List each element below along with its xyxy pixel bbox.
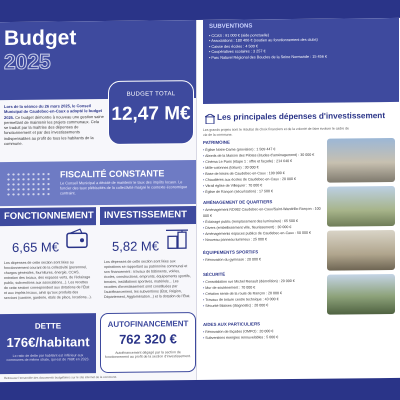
wallet-icon (64, 227, 90, 251)
autofinancement-box (100, 312, 196, 373)
left-page (0, 20, 196, 382)
intro-body: Ce budget démontre à nouveau une gestion saine permettant de maintenir les projets communaux. Cela se traduit par la maîtrise des dépenses de fonctionnement et par des investissements indispensables au profit de tous les habitants de la commune. (4, 113, 104, 147)
section-title-patrimoine: PATRIMOINE (203, 139, 230, 145)
fiscalite-text: Le Conseil Municipal a décidé de maintenir le taux des impôts locaux. Le foncier des taux plébiscités de la collectivité malgré le contexte économique contraint. (60, 180, 188, 196)
building-photo (327, 230, 395, 271)
list-item: • Caisse des écoles : 4 500 € (209, 43, 389, 50)
section-title-amenagement: AMÉNAGEMENT DE QUARTIERS (203, 199, 273, 205)
list-item: • Mille-colonnes (toiture) : 30 000 € (203, 164, 321, 171)
investissement-title: INVESTISSEMENT (100, 206, 196, 225)
list-item: • Sécurité falaises (diagnostic) : 28 000 € (203, 302, 321, 309)
list-item: • Aménagement RD982 Caudebec-en-Caux/Saint-Wandrille-Rançon : 100 000 € (203, 206, 321, 219)
list-item: • CCAS : 91 000 € (aide ponctuelle) (209, 32, 389, 39)
fonctionnement-title: FONCTIONNEMENT (0, 207, 96, 226)
list-item: • Divers (embellissement ville, fleurissement) : 30 000 € (203, 224, 321, 231)
investissement-column (100, 206, 196, 300)
list-item: • Coopératives scolaires : 3 257 € (209, 48, 389, 55)
list-item: • Parc Naturel Régional des Boucles de la Seine Normande : 15 456 € (209, 54, 389, 61)
list-item: • Nouveau panneau lumineux : 25 000 € (203, 236, 321, 243)
fonctionnement-text: Les dépenses de cette section sont liées au fonctionnement courant de la collectivité (personnel, charges générales, fournitures, énergie, CCAS, entretien des locaux, des espaces verts, de l'éclairage public, subventions aux associations...). Les recettes de cette section correspondent aux dotations de l'État et aux impôts locaux, ainsi qu'aux produits des services (cantine, garderie, étals de place, locations...). (4, 260, 92, 301)
page-year: 2025 (4, 50, 51, 75)
autofinancement-sub: Autofinancement dégagé par la section de fonctionnement au profit de la section d'investissement. (105, 350, 191, 359)
fonctionnement-amount: 6,65 M€ (12, 239, 59, 255)
subventions-list (209, 32, 389, 61)
list-item: • Travaux de toiture centre technique : 43 000 € (203, 296, 321, 303)
list-item: • Associations : 180 406 € (soutien au fonctionnement des clubs) (209, 37, 389, 44)
patrimoine-list (203, 146, 321, 195)
autofinancement-value: 762 320 € (119, 331, 177, 347)
budget-total-value: 12,47 M€ (111, 103, 191, 125)
list-item: • Vitrail église de Villequier : 70 000 € (203, 182, 321, 189)
list-item: • Création sente de la route de Rançon : 20 000 € (203, 290, 321, 297)
investissement-amount: 5,82 M€ (112, 238, 159, 254)
section-title-equipements: ÉQUIPEMENTS SPORTIFS (203, 249, 259, 255)
crane-building-icon (164, 226, 190, 250)
autofinancement-label: AUTOFINANCEMENT (107, 319, 189, 329)
church-photo (327, 138, 395, 183)
dot-pattern (6, 172, 50, 198)
list-item: • Église Notre-Dame (provision) : 1 509 447 € (203, 146, 321, 153)
intro-text (4, 103, 104, 146)
list-item: • Rénovation du gymnase : 20 000 € (203, 256, 321, 263)
dette-label: DETTE (34, 321, 62, 331)
street-photo (327, 186, 395, 227)
dette-box (0, 313, 96, 374)
budget-total-label: BUDGET TOTAL (126, 91, 176, 98)
subventions-title: SUBVENTIONS (209, 23, 253, 30)
subventions-band (203, 18, 399, 104)
fonctionnement-column (0, 207, 96, 301)
dette-sub: Le ratio de dette par habitant est inférieur aux communes de même strate, qui est de 768€ en 2023. (6, 353, 90, 363)
investment-subtitle: Les grands projets sont le résultat de choix financiers et de la volonté de faire évoluer le cadre de vie de la commune. (203, 126, 349, 137)
brochure-spread (0, 18, 400, 382)
section-title-securite: SÉCURITÉ (203, 271, 226, 277)
list-item: • Rénovation de façades (OMPO) : 20 000 € (203, 328, 321, 335)
right-page (196, 18, 400, 380)
investment-title: Les principales dépenses d'investissement (217, 111, 386, 122)
intro-lead: Lors de la séance du 26 mars 2025, le Conseil Municipal de Caudebec-en-Caux a adopté le budget 2025. (4, 103, 103, 120)
list-item: • Église de Rançon (sécurisation) : 17 500 € (203, 188, 321, 195)
budget-total-box (108, 80, 194, 145)
footnote: Retrouvez l'ensemble des documents budgétaires sur le site internet de la commune. (4, 374, 118, 381)
page-title: Budget (4, 26, 77, 51)
list-item: • Aménagements espaces publics de Caudebec-en-Caux : 50 000 € (203, 230, 321, 237)
list-item: • Mur de soutènement : 70 000 € (203, 284, 321, 291)
amenagement-list (203, 206, 321, 243)
list-item: • Éclairage public (remplacement des luminaires) : 65 500 € (203, 218, 321, 225)
securite-list (203, 278, 321, 309)
list-item: • Base de loisirs de Caudebec-en-Caux : 100 000 € (203, 170, 321, 177)
fiscalite-title: FISCALITÉ CONSTANTE (60, 168, 165, 180)
cliff-photo (327, 274, 395, 315)
list-item: • Subventions énergies renouvelables : 5 000 € (203, 334, 321, 341)
investissement-text: Les dépenses de cette section sont liées aux opérations se rapportant au patrimoine communal et son financement : travaux de bâtiments, voiries, écoles, constructions, emprunts, équipements sportifs, terrains, installations sportives, matériels... Les recettes d'investissement sont constituées par l'autofinancement, les subventions (État, Région, Département, Agglomération...) et la dotation de l'État. (104, 259, 191, 300)
list-item: • Abords de la Maison des Pilotes (études d'aménagement) : 30 000 € (203, 152, 321, 159)
section-title-aides: AIDES AUX PARTICULIERS (203, 321, 261, 327)
list-item: • Cinéma Le Paris (étape 1 : offre et façade) : 214 640 € (203, 158, 321, 165)
aides-list (203, 328, 321, 341)
dette-value: 176€/habitant (6, 334, 90, 351)
equipements-list (203, 256, 321, 263)
investment-title-row (203, 110, 399, 126)
list-item: • Chaudières aux écoles de Caudebec-en-Caux : 20 000 € (203, 176, 321, 183)
building-icon (205, 114, 215, 124)
list-item: • Consolidation rue Michel Renault (démolition) : 20 000 € (203, 278, 321, 285)
